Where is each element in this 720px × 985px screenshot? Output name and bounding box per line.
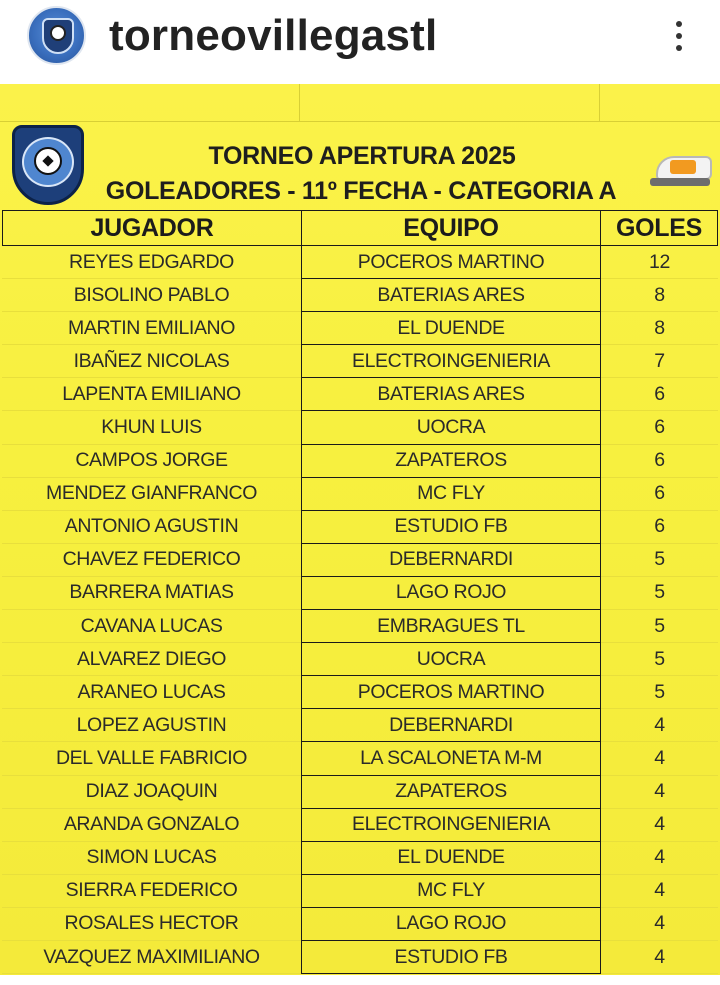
goals-cell: 5 (601, 676, 718, 709)
player-cell: IBAÑEZ NICOLAS (2, 345, 301, 378)
table-row (2, 279, 718, 312)
table-row (2, 312, 718, 345)
table-row (2, 875, 718, 908)
table-row (2, 577, 718, 610)
player-cell: ARANEO LUCAS (2, 676, 301, 709)
team-cell: DEBERNARDI (301, 544, 601, 577)
scorers-poster (0, 84, 720, 975)
team-cell: LAGO ROJO (301, 908, 601, 941)
goals-cell: 6 (601, 511, 718, 544)
team-cell: ZAPATEROS (301, 776, 601, 809)
player-cell: ALVAREZ DIEGO (2, 643, 301, 676)
goals-cell: 4 (601, 842, 718, 875)
player-cell: BARRERA MATIAS (2, 577, 301, 610)
column-header-goals: GOLES (601, 211, 718, 245)
player-cell: ROSALES HECTOR (2, 908, 301, 941)
soccer-boot-icon (648, 148, 718, 194)
poster-subtitle: GOLEADORES - 11º FECHA - CATEGORIA A (105, 177, 617, 205)
goals-cell: 7 (601, 345, 718, 378)
team-cell: ESTUDIO FB (301, 511, 601, 544)
goals-cell: 6 (601, 378, 718, 411)
table-row (2, 676, 718, 709)
player-cell: REYES EDGARDO (2, 246, 301, 279)
goals-cell: 4 (601, 809, 718, 842)
player-cell: MARTIN EMILIANO (2, 312, 301, 345)
table-row (2, 941, 718, 974)
goals-cell: 12 (601, 246, 718, 279)
player-cell: CAVANA LUCAS (2, 610, 301, 643)
player-cell: ANTONIO AGUSTIN (2, 511, 301, 544)
goals-cell: 8 (601, 279, 718, 312)
table-row (2, 445, 718, 478)
team-cell: POCEROS MARTINO (301, 246, 601, 279)
player-cell: SIMON LUCAS (2, 842, 301, 875)
poster-title-area (0, 122, 720, 210)
scorers-table (2, 210, 718, 974)
table-row (2, 742, 718, 775)
player-cell: LAPENTA EMILIANO (2, 378, 301, 411)
avatar-ball-icon (50, 25, 66, 41)
profile-avatar[interactable] (27, 6, 86, 65)
team-cell: BATERIAS ARES (301, 378, 601, 411)
goals-cell: 6 (601, 411, 718, 444)
tournament-title: TORNEO APERTURA 2025 (208, 142, 516, 170)
table-row (2, 246, 718, 279)
spreadsheet-top-strip (0, 84, 720, 122)
goals-cell: 4 (601, 875, 718, 908)
player-cell: MENDEZ GIANFRANCO (2, 478, 301, 511)
team-cell: EL DUENDE (301, 842, 601, 875)
goals-cell: 5 (601, 544, 718, 577)
table-row (2, 842, 718, 875)
team-cell: ELECTROINGENIERIA (301, 809, 601, 842)
team-cell: BATERIAS ARES (301, 279, 601, 312)
team-cell: ESTUDIO FB (301, 941, 601, 974)
goals-cell: 6 (601, 445, 718, 478)
post-header (0, 0, 720, 82)
goals-cell: 5 (601, 577, 718, 610)
table-header-row (2, 210, 718, 246)
column-header-player: JUGADOR (2, 211, 301, 245)
table-row (2, 544, 718, 577)
table-row (2, 776, 718, 809)
goals-cell: 4 (601, 742, 718, 775)
goals-cell: 8 (601, 312, 718, 345)
goals-cell: 5 (601, 643, 718, 676)
goals-cell: 4 (601, 709, 718, 742)
goals-cell: 6 (601, 478, 718, 511)
player-cell: VAZQUEZ MAXIMILIANO (2, 941, 301, 974)
player-cell: SIERRA FEDERICO (2, 875, 301, 908)
player-cell: DEL VALLE FABRICIO (2, 742, 301, 775)
table-row (2, 809, 718, 842)
player-cell: CAMPOS JORGE (2, 445, 301, 478)
goals-cell: 4 (601, 776, 718, 809)
more-vertical-icon[interactable] (662, 14, 696, 58)
team-cell: MC FLY (301, 478, 601, 511)
goals-cell: 5 (601, 610, 718, 643)
goals-cell: 4 (601, 908, 718, 941)
team-cell: DEBERNARDI (301, 709, 601, 742)
table-row (2, 411, 718, 444)
player-cell: CHAVEZ FEDERICO (2, 544, 301, 577)
table-row (2, 709, 718, 742)
team-cell: EL DUENDE (301, 312, 601, 345)
team-cell: UOCRA (301, 643, 601, 676)
player-cell: LOPEZ AGUSTIN (2, 709, 301, 742)
table-row (2, 511, 718, 544)
table-row (2, 345, 718, 378)
player-cell: BISOLINO PABLO (2, 279, 301, 312)
team-cell: ELECTROINGENIERIA (301, 345, 601, 378)
team-cell: LAGO ROJO (301, 577, 601, 610)
team-cell: MC FLY (301, 875, 601, 908)
table-row (2, 610, 718, 643)
player-cell: ARANDA GONZALO (2, 809, 301, 842)
team-cell: LA SCALONETA M-M (301, 742, 601, 775)
team-cell: POCEROS MARTINO (301, 676, 601, 709)
table-row (2, 478, 718, 511)
team-cell: UOCRA (301, 411, 601, 444)
goals-cell: 4 (601, 941, 718, 974)
table-row (2, 908, 718, 941)
team-cell: ZAPATEROS (301, 445, 601, 478)
username-link[interactable]: torneovillegastl (109, 11, 438, 60)
player-cell: KHUN LUIS (2, 411, 301, 444)
player-cell: DIAZ JOAQUIN (2, 776, 301, 809)
column-header-team: EQUIPO (301, 211, 601, 245)
team-cell: EMBRAGUES TL (301, 610, 601, 643)
table-row (2, 643, 718, 676)
table-row (2, 378, 718, 411)
